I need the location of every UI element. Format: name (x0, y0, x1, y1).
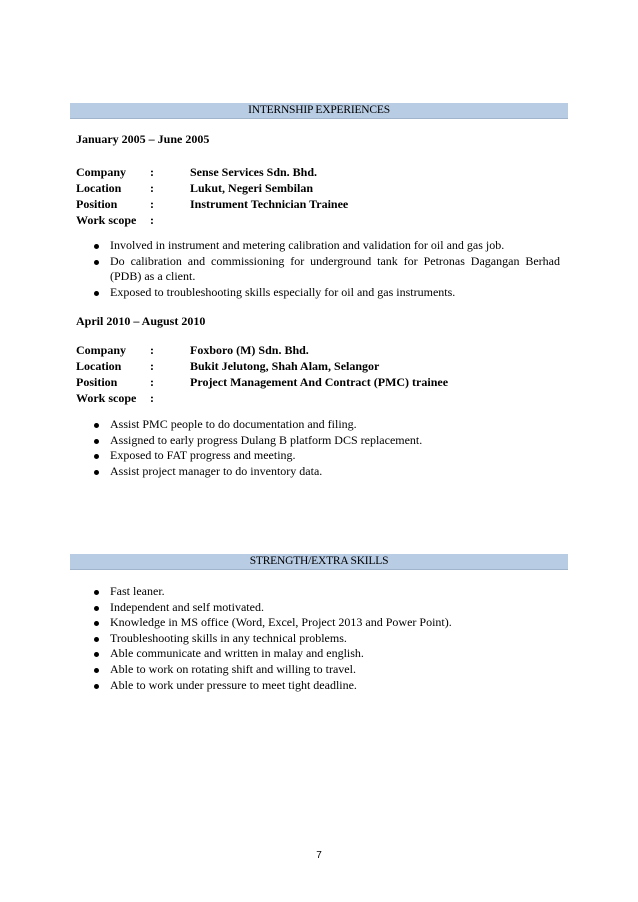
bullet-icon (94, 590, 99, 595)
work-scope-label: Work scope (76, 213, 137, 227)
section-header-internship: INTERNSHIP EXPERIENCES (70, 103, 568, 119)
position-value: Project Management And Contract (PMC) trainee (190, 375, 449, 389)
separator: : (150, 181, 154, 195)
internship-2-bullets (90, 417, 560, 479)
bullet-icon (94, 606, 99, 611)
separator: : (150, 197, 154, 211)
internship-2-date: April 2010 – August 2010 (76, 314, 206, 328)
work-scope-row (76, 212, 556, 228)
position-row (76, 374, 556, 390)
internship-1-date: January 2005 – June 2005 (76, 132, 210, 146)
location-label: Location (76, 359, 122, 373)
list-item: Assist PMC people to do documentation and filing. (90, 417, 560, 433)
bullet-icon (94, 668, 99, 673)
location-row (76, 358, 556, 374)
separator: : (150, 391, 154, 405)
bullet-icon (94, 244, 99, 249)
list-item: Knowledge in MS office (Word, Excel, Project 2013 and Power Point). (90, 615, 560, 631)
skills-bullets (90, 584, 560, 693)
company-value: Sense Services Sdn. Bhd. (190, 165, 318, 179)
position-label: Position (76, 375, 118, 389)
company-label: Company (76, 343, 127, 357)
internship-1-bullets (90, 238, 560, 300)
position-label: Position (76, 197, 118, 211)
bullet-icon (94, 652, 99, 657)
position-row (76, 196, 556, 212)
list-item: Involved in instrument and metering calibration and validation for oil and gas job. (90, 238, 560, 254)
location-row (76, 180, 556, 196)
separator: : (150, 165, 154, 179)
separator: : (150, 375, 154, 389)
list-item: Able to work under pressure to meet tight deadline. (90, 678, 560, 694)
list-item: Assist project manager to do inventory data. (90, 464, 560, 480)
separator: : (150, 213, 154, 227)
bullet-icon (94, 684, 99, 689)
separator: : (150, 343, 154, 357)
position-value: Instrument Technician Trainee (190, 197, 349, 211)
company-row (76, 164, 556, 180)
bullet-icon (94, 454, 99, 459)
list-item: Fast leaner. (90, 584, 560, 600)
bullet-icon (94, 439, 99, 444)
bullet-icon (94, 291, 99, 296)
list-item: Able to work on rotating shift and willing to travel. (90, 662, 560, 678)
work-scope-label: Work scope (76, 391, 137, 405)
list-item: Exposed to FAT progress and meeting. (90, 448, 560, 464)
list-item: Do calibration and commissioning for underground tank for Petronas Dagangan Berhad (PDB) as a client. (90, 254, 560, 285)
bullet-icon (94, 470, 99, 475)
bullet-icon (94, 637, 99, 642)
separator: : (150, 359, 154, 373)
internship-1-details (76, 164, 556, 228)
list-item: Troubleshooting skills in any technical problems. (90, 631, 560, 647)
bullet-icon (94, 621, 99, 626)
list-item: Independent and self motivated. (90, 600, 560, 616)
location-label: Location (76, 181, 122, 195)
company-row (76, 342, 556, 358)
list-item: Exposed to troubleshooting skills especially for oil and gas instruments. (90, 285, 560, 301)
section-header-strength: STRENGTH/EXTRA SKILLS (70, 554, 568, 570)
list-item: Assigned to early progress Dulang B platform DCS replacement. (90, 433, 560, 449)
internship-2-details (76, 342, 556, 406)
list-item: Able communicate and written in malay and english. (90, 646, 560, 662)
company-label: Company (76, 165, 127, 179)
page-number: 7 (316, 850, 322, 861)
bullet-icon (94, 423, 99, 428)
location-value: Lukut, Negeri Sembilan (190, 181, 314, 195)
work-scope-row (76, 390, 556, 406)
location-value: Bukit Jelutong, Shah Alam, Selangor (190, 359, 380, 373)
company-value: Foxboro (M) Sdn. Bhd. (190, 343, 309, 357)
bullet-icon (94, 260, 99, 265)
